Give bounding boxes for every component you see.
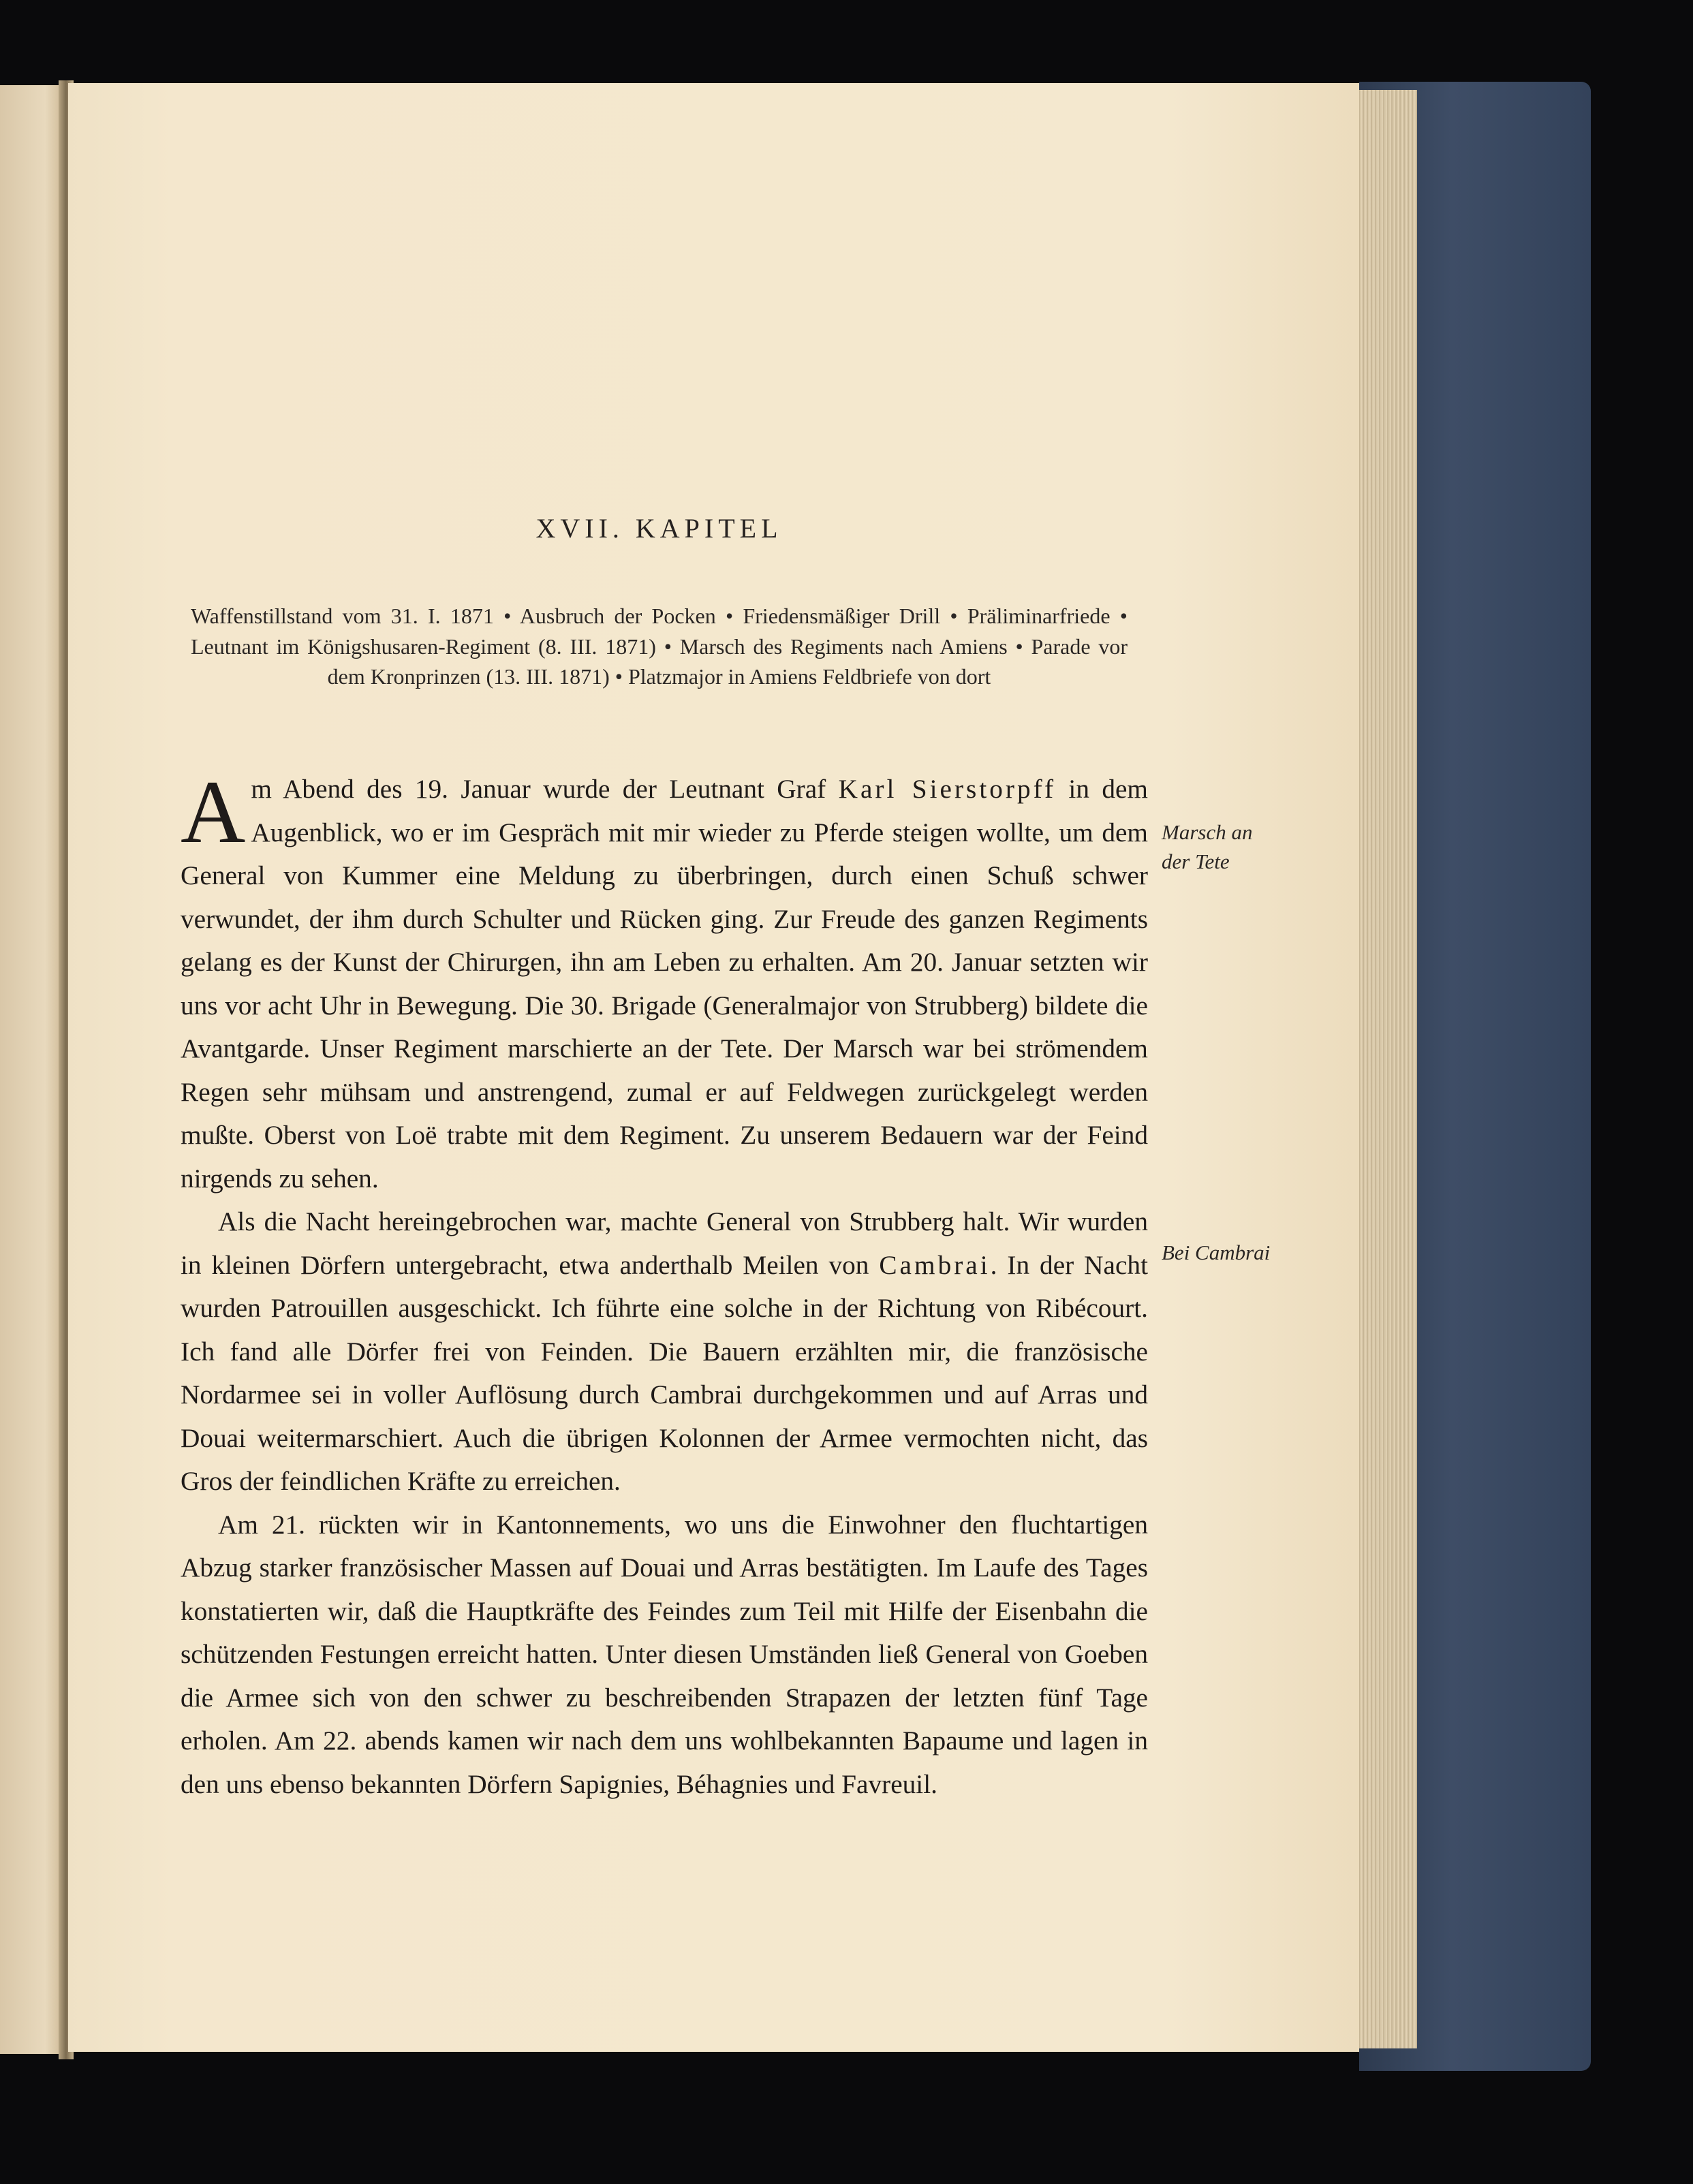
page-edges <box>1352 90 1417 2048</box>
body-text <box>181 762 1148 1806</box>
person-name: Karl Sierstorpff <box>838 774 1057 804</box>
marginal-note-1-line-2: der Tete <box>1162 849 1230 873</box>
paragraph-2 <box>181 1200 1148 1503</box>
marginal-note-2: Bei Cambrai <box>1162 1241 1271 1264</box>
paragraph-1-text-a: m Abend des 19. Januar wurde der Leutnant Graf <box>251 774 839 804</box>
marginal-note-1 <box>1162 817 1252 876</box>
marginal-note-1-line-1: Marsch an <box>1162 820 1253 844</box>
left-facing-page <box>0 85 65 2054</box>
paragraph-1 <box>181 762 1148 1200</box>
paragraph-2-text-b: . In der Nacht wurden Patrouillen ausgeschickt. Ich führte eine solche in der Richtung von Ribécourt. Ich fand alle Dörfer frei von Feinden. Die Bauern erzählten mir, die französische Nordarmee sei in voller Auflösung durch Cambrai durchgekommen und auf Arras und Douai weitermarschiert. Auch die übrigen Kolonnen der Armee vermochten nicht, das Gros der feindlichen Kräfte zu erreichen. <box>181 1249 1148 1496</box>
paragraph-1-text-b: in dem Augenblick, wo er im Gespräch mit mir wieder zu Pferde steigen wollte, um dem General von Kummer eine Meldung zu überbringen, durch einen Schuß schwer verwundet, der ihm durch Schulter und Rücken ging. Zur Freude des ganzen Regiments gelang es der Kunst der Chirurgen, ihn am Leben zu erhalten. Am 20. Januar setzten wir uns vor acht Uhr in Bewegung. Die 30. Brigade (Generalmajor von Strubberg) bildete die Avantgarde. Unser Regiment marschierte an der Tete. Der Marsch war bei strömendem Regen sehr mühsam und anstrengend, zumal er auf Feldwegen zurückgelegt werden mußte. Oberst von Loë trabte mit dem Regiment. Zu unserem Bedauern war der Feind nirgends zu sehen. <box>181 774 1148 1194</box>
paragraph-3: Am 21. rückten wir in Kantonnements, wo uns die Einwohner den fluchtartigen Abzug starker französischer Massen auf Douai und Arras bestätigten. Im Laufe des Tages konstatierten wir, daß die Hauptkräfte des Feindes zum Teil mit Hilfe der Eisenbahn die schützenden Festungen erreicht hatten. Unter diesen Umständen ließ General von Goeben die Armee sich von den schwer zu beschreibenden Strapazen der letzten fünf Tage erholen. Am 22. abends kamen wir nach dem uns wohlbekannten Bapaume und lagen in den uns ebenso bekannten Dörfern Sapignies, Béhagnies und Favreuil. <box>181 1509 1148 1799</box>
paragraph-2-text-a: Als die Nacht hereingebrochen war, machte General von Strubberg halt. Wir wurden in kleinen Dörfern untergebracht, etwa anderthalb Meilen von <box>181 1206 1148 1280</box>
drop-cap: A <box>181 762 246 862</box>
book-page <box>68 83 1359 2052</box>
chapter-synopsis: Waffenstillstand vom 31. I. 1871 • Ausbruch der Pocken • Friedensmäßiger Drill • Präliminarfriede • Leutnant im Königshusaren-Regiment (8. III. 1871) • Marsch des Regiments nach Amiens • Parade vor dem Kronprinzen (13. III. 1871) • Platzmajor in Amiens Feldbriefe von dort <box>191 604 1128 689</box>
chapter-title: XVII. KAPITEL <box>535 513 783 544</box>
place-name: Cambrai <box>879 1249 991 1280</box>
